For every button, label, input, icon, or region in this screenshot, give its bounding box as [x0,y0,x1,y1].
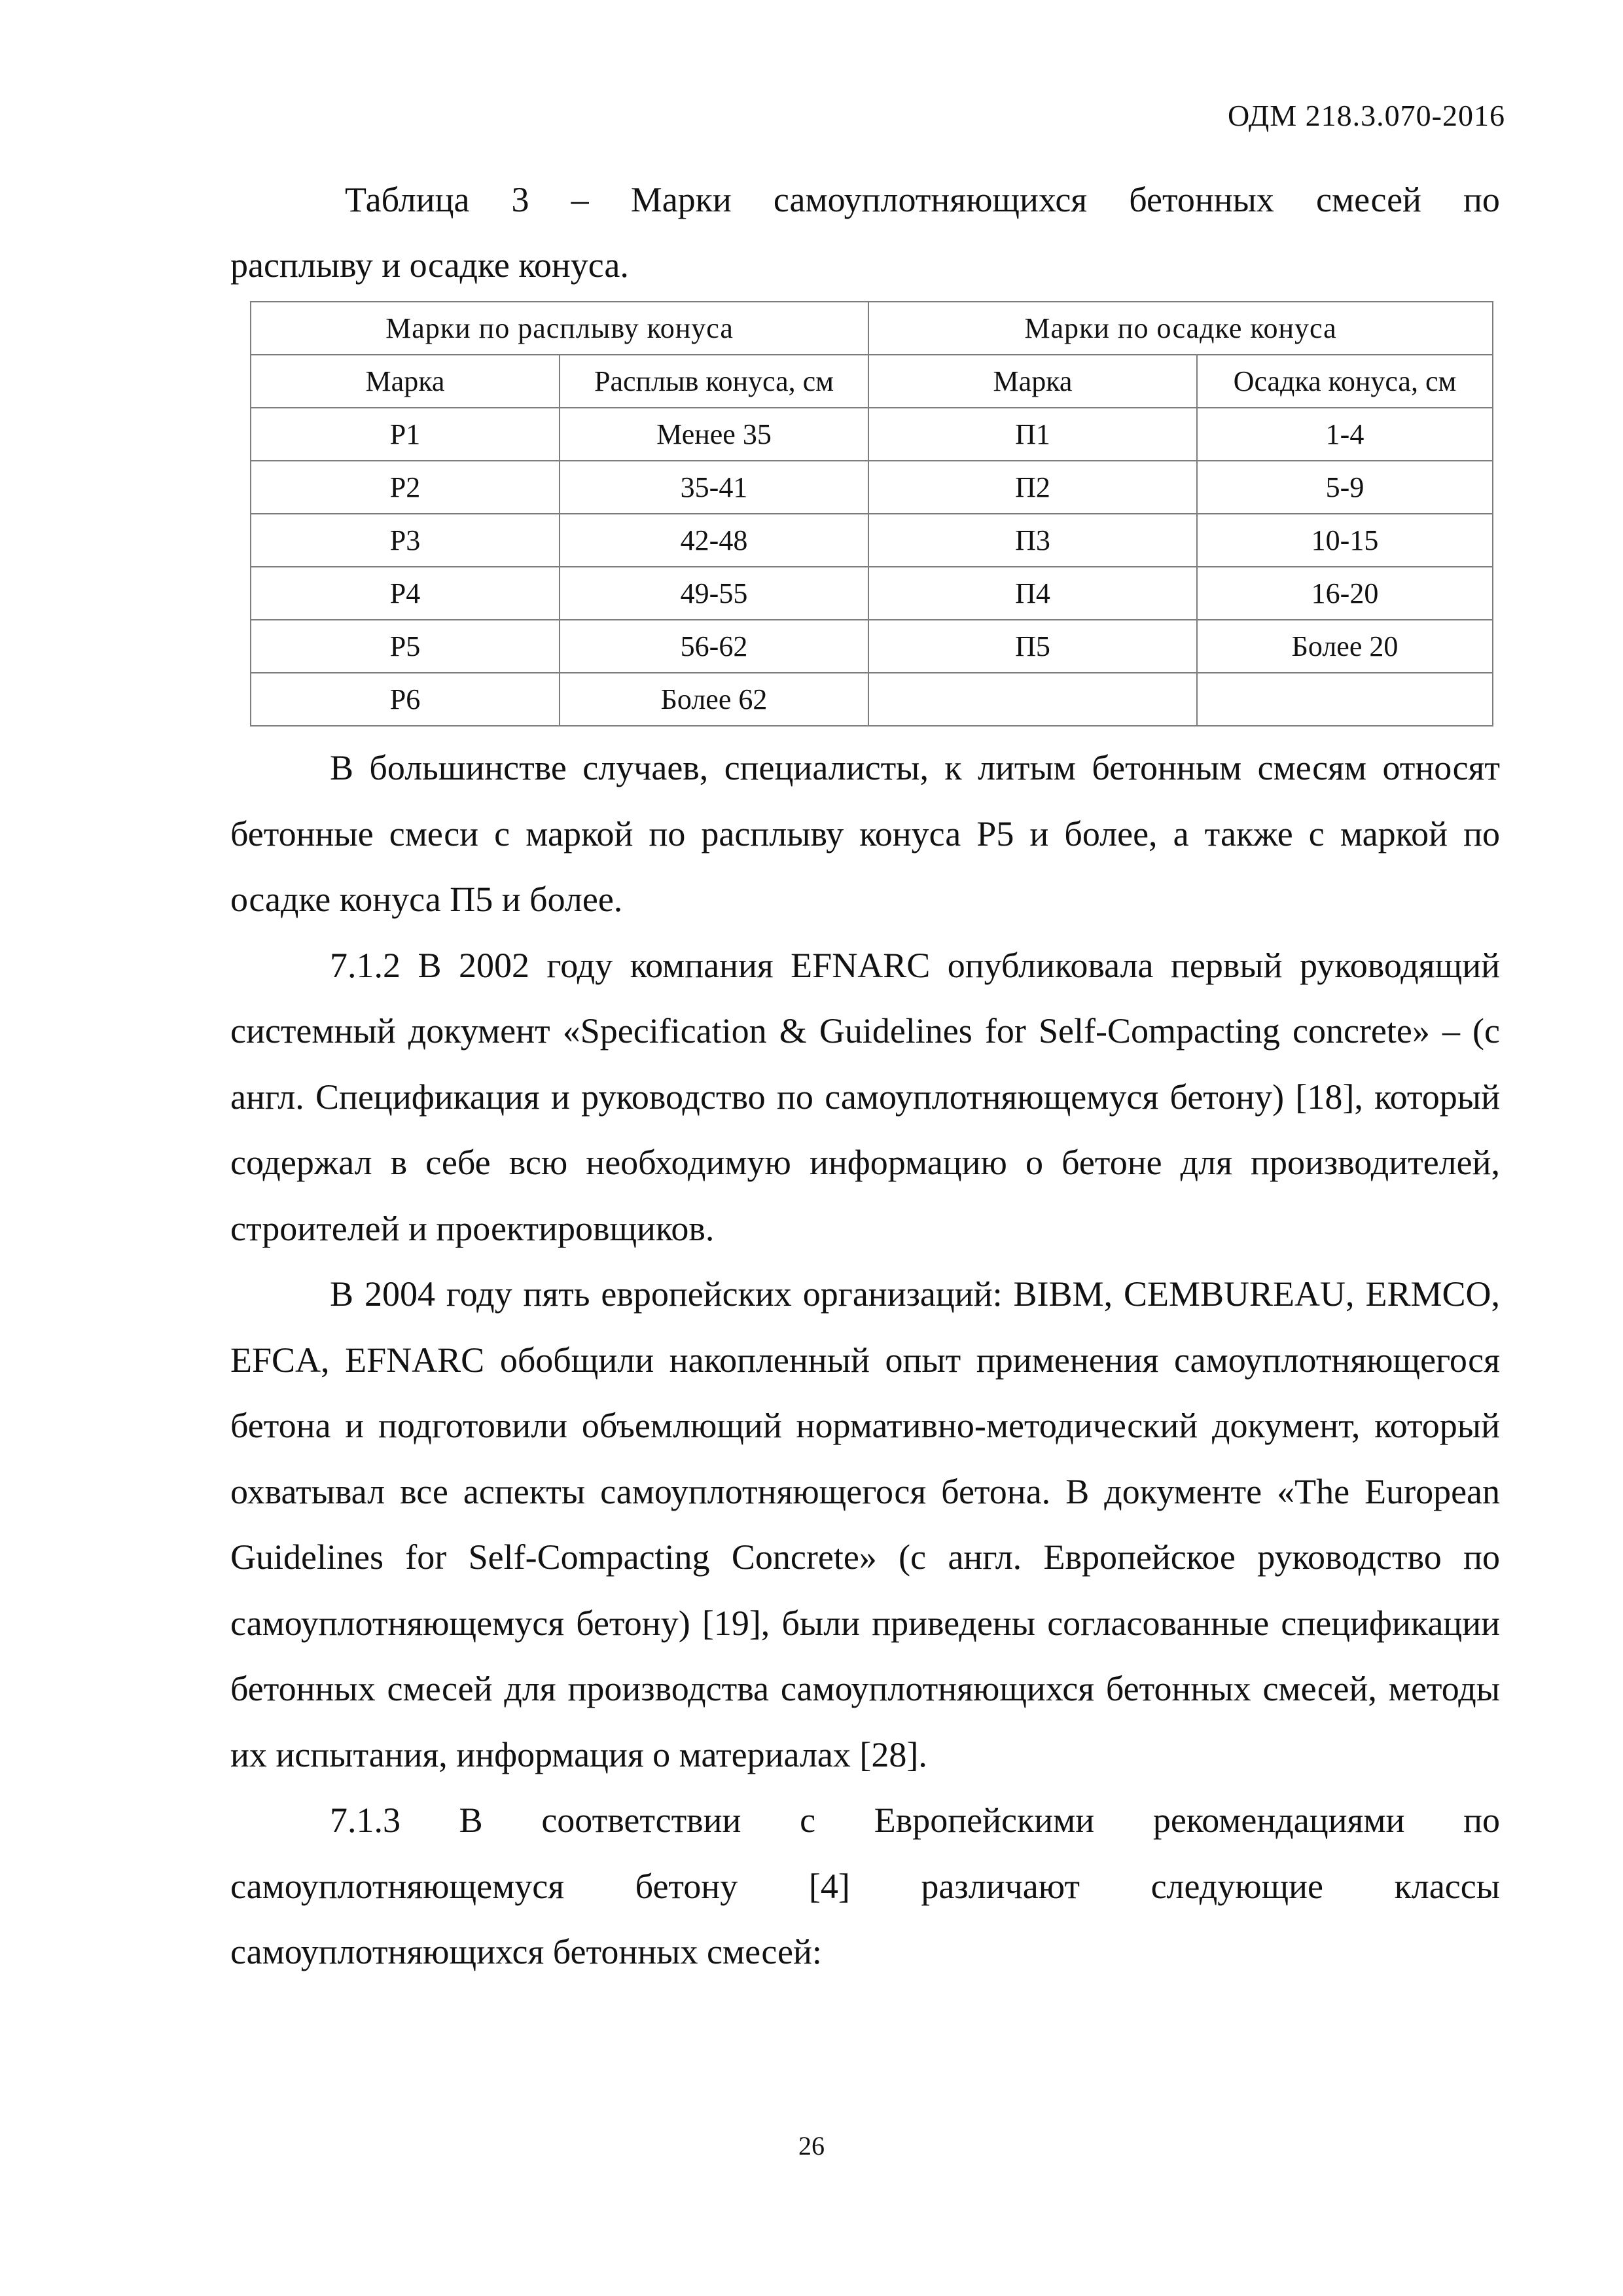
table-cell: П4 [868,567,1197,620]
table-cell [1197,673,1493,726]
table-cell: П5 [868,620,1197,673]
paragraph: В 2004 году пять европейских организаций: BIBM, CEMBUREAU, ERMCO, EFCA, EFNARC обобщили накопленный опыт применения самоуплотняющегося бетона и подготовили объемлющий нормативно-методический документ, который охватывал все аспекты самоуплотняющегося бетона. В документе «The European Guidelines for Self-Compacting Concrete» (с англ. Европейское руководство по самоуплотняющемуся бетону) [19], были приведены согласованные спецификации бетонных смесей для производства самоуплотняющихся бетонных смесей, методы их испытания, информация о материалах [28]. [230,1274,1500,1774]
caption-word: Марки [630,180,732,219]
caption-word: – [571,180,589,219]
table-row [251,408,1493,461]
table-cell: 1-4 [1197,408,1493,461]
table-cell: Р6 [251,673,560,726]
table-group-header-row [251,302,1493,355]
column-header: Марка [251,355,560,408]
table-cell: 5-9 [1197,461,1493,514]
caption-word: самоуплотняющихся [773,180,1088,219]
table-caption-line-2: расплыву и осадке конуса. [230,245,629,285]
table-cell: Менее 35 [560,408,868,461]
page-number: 26 [798,2131,825,2161]
table-cell [868,673,1197,726]
table-column-header-row [251,355,1493,408]
table-caption [230,167,1500,298]
body-text [230,735,1500,1985]
table-cell: Р2 [251,461,560,514]
cone-marks-table [250,301,1493,726]
table-cell: П2 [868,461,1197,514]
group-header-slump: Марки по осадке конуса [868,302,1493,355]
table-row [251,514,1493,567]
caption-word: Таблица [345,180,470,219]
table-cell: 16-20 [1197,567,1493,620]
table-cell: 49-55 [560,567,868,620]
paragraph: В большинстве случаев, специалисты, к литым бетонным смесям относят бетонные смеси с маркой по расплыву конуса Р5 и более, а также с маркой по осадке конуса П5 и более. [230,748,1500,919]
paragraph: 7.1.3 В соответствии с Европейскими рекомендациями по самоуплотняющемуся бетону [4] различают следующие классы самоуплотняющихся бетонных смесей: [230,1801,1500,1971]
table-cell: 42-48 [560,514,868,567]
table-cell: Более 62 [560,673,868,726]
table-cell: Р5 [251,620,560,673]
table-row [251,673,1493,726]
caption-word: смесей [1316,180,1421,219]
table-cell: 56-62 [560,620,868,673]
table-cell: Р3 [251,514,560,567]
caption-word: 3 [511,180,529,219]
table-caption-line-1 [230,167,1500,232]
table-row [251,461,1493,514]
table-row [251,620,1493,673]
caption-word: по [1463,180,1500,219]
column-header: Марка [868,355,1197,408]
column-header: Осадка конуса, см [1197,355,1493,408]
table-cell: П3 [868,514,1197,567]
group-header-spread: Марки по расплыву конуса [251,302,868,355]
caption-word: бетонных [1129,180,1274,219]
table-cell: Более 20 [1197,620,1493,673]
table-cell: 35-41 [560,461,868,514]
table-cell: П1 [868,408,1197,461]
document-code: ОДМ 218.3.070-2016 [1227,99,1505,132]
table-row [251,567,1493,620]
table-cell: Р1 [251,408,560,461]
table-cell: 10-15 [1197,514,1493,567]
table-cell: Р4 [251,567,560,620]
column-header: Расплыв конуса, см [560,355,868,408]
paragraph: 7.1.2 В 2002 году компания EFNARC опубликовала первый руководящий системный документ «Specification & Guidelines for Self-Compacting concrete» – (с англ. Спецификация и руководство по самоуплотняющемуся бетону) [18], который содержал в себе всю необходимую информацию о бетоне для производителей, строителей и проектировщиков. [230,945,1500,1248]
